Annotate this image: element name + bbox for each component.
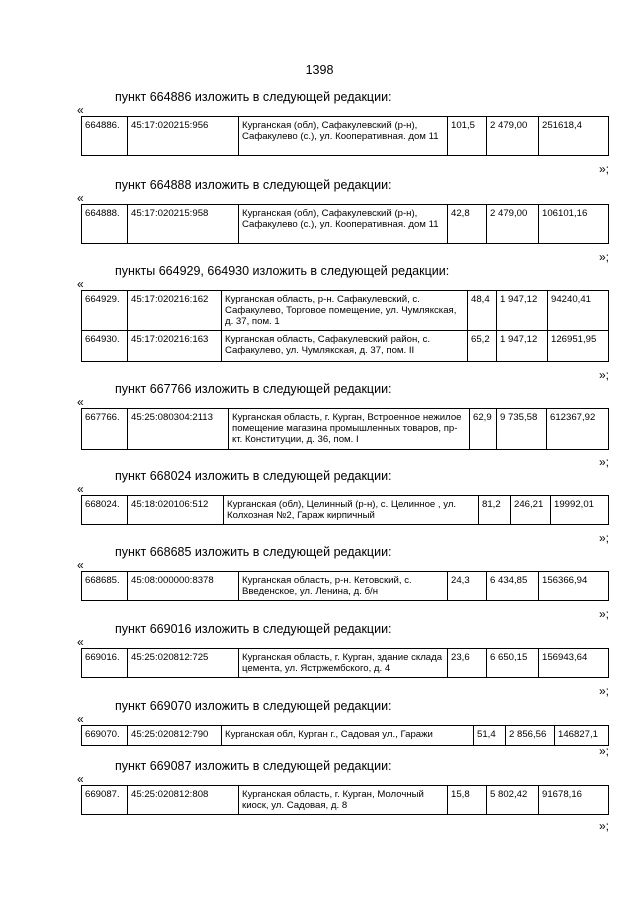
address-cell: Курганская область, р-н. Кетовский, с. Введенское, ул. Ленина, д. б/н bbox=[239, 572, 448, 601]
close-quote: »; bbox=[598, 250, 609, 264]
entry-table bbox=[81, 116, 609, 156]
close-quote: »; bbox=[598, 455, 609, 469]
address-cell: Курганская (обл), Целинный (р-н), с. Целинное , ул. Колхозная №2, Гараж кирпичный bbox=[224, 496, 479, 525]
entry-table bbox=[81, 785, 609, 815]
open-quote: « bbox=[77, 191, 84, 205]
entry-number-cell: 667766. bbox=[82, 409, 128, 450]
table-row bbox=[82, 572, 609, 601]
unit-price-cell: 6 650,15 bbox=[487, 649, 539, 678]
entry-number-cell: 664886. bbox=[82, 117, 128, 156]
area-cell: 48,4 bbox=[468, 291, 497, 331]
amendment-heading: пункт 669070 изложить в следующей редакции: bbox=[115, 699, 392, 713]
address-cell: Курганская область, Сафакулевский район, с. Сафакулево, ул. Чумлякская, д. 37, пом. II bbox=[222, 331, 468, 362]
close-quote: »; bbox=[598, 744, 609, 758]
open-quote: « bbox=[77, 635, 84, 649]
entry-number-cell: 668685. bbox=[82, 572, 128, 601]
table-row bbox=[82, 291, 609, 331]
unit-price-cell: 2 856,56 bbox=[506, 726, 555, 746]
area-cell: 24,3 bbox=[448, 572, 487, 601]
entry-table bbox=[81, 571, 609, 601]
amendment-heading: пункты 664929, 664930 изложить в следующей редакции: bbox=[115, 264, 450, 278]
cadastral-number-cell: 45:17:020216:162 bbox=[128, 291, 222, 331]
close-quote: »; bbox=[598, 162, 609, 176]
entry-table bbox=[81, 290, 609, 362]
entry-table bbox=[81, 495, 609, 525]
entry-number-cell: 669087. bbox=[82, 786, 128, 815]
page-number: 1398 bbox=[305, 63, 334, 77]
cadastral-value-cell: 126951,95 bbox=[548, 331, 609, 362]
area-cell: 62,9 bbox=[470, 409, 497, 450]
amendment-heading: пункт 669087 изложить в следующей редакции: bbox=[115, 759, 392, 773]
address-cell: Курганская область, г. Курган, здание склада цемента, ул. Ястржембского, д. 4 bbox=[239, 649, 448, 678]
amendment-heading: пункт 664886 изложить в следующей редакции: bbox=[115, 90, 392, 104]
area-cell: 101,5 bbox=[448, 117, 487, 156]
unit-price-cell: 246,21 bbox=[511, 496, 551, 525]
open-quote: « bbox=[77, 712, 84, 726]
amendment-heading: пункт 664888 изложить в следующей редакции: bbox=[115, 178, 392, 192]
area-cell: 42,8 bbox=[448, 205, 487, 244]
area-cell: 51,4 bbox=[474, 726, 506, 746]
unit-price-cell: 5 802,42 bbox=[487, 786, 539, 815]
table-row bbox=[82, 117, 609, 156]
cadastral-value-cell: 146827,1 bbox=[555, 726, 609, 746]
cadastral-number-cell: 45:18:020106:512 bbox=[128, 496, 224, 525]
address-cell: Курганская область, г. Курган, Молочный киоск, ул. Садовая, д. 8 bbox=[239, 786, 448, 815]
address-cell: Курганская область, г. Курган, Встроенное нежилое помещение магазина промышленных товаров, пр-кт. Конституции, д. 36, пом. I bbox=[229, 409, 470, 450]
cadastral-value-cell: 91678,16 bbox=[539, 786, 609, 815]
open-quote: « bbox=[77, 277, 84, 291]
entry-number-cell: 668024. bbox=[82, 496, 128, 525]
open-quote: « bbox=[77, 558, 84, 572]
cadastral-value-cell: 251618,4 bbox=[539, 117, 609, 156]
cadastral-value-cell: 612367,92 bbox=[547, 409, 609, 450]
close-quote: »; bbox=[598, 819, 609, 833]
unit-price-cell: 2 479,00 bbox=[487, 205, 539, 244]
cadastral-value-cell: 156943,64 bbox=[539, 649, 609, 678]
close-quote: »; bbox=[598, 368, 609, 382]
table-row bbox=[82, 409, 609, 450]
open-quote: « bbox=[77, 482, 84, 496]
cadastral-value-cell: 94240,41 bbox=[548, 291, 609, 331]
entry-table bbox=[81, 408, 609, 450]
cadastral-number-cell: 45:25:020812:808 bbox=[128, 786, 239, 815]
entry-table bbox=[81, 648, 609, 678]
area-cell: 65,2 bbox=[468, 331, 497, 362]
cadastral-number-cell: 45:25:080304:2113 bbox=[128, 409, 229, 450]
address-cell: Курганская (обл), Сафакулевский (р-н), Сафакулево (с.), ул. Кооперативная. дом 11 bbox=[239, 117, 448, 156]
table-row bbox=[82, 786, 609, 815]
amendment-heading: пункт 668024 изложить в следующей редакции: bbox=[115, 469, 392, 483]
close-quote: »; bbox=[598, 684, 609, 698]
entry-number-cell: 664888. bbox=[82, 205, 128, 244]
cadastral-number-cell: 45:08:000000:8378 bbox=[128, 572, 239, 601]
amendment-heading: пункт 669016 изложить в следующей редакции: bbox=[115, 622, 392, 636]
unit-price-cell: 1 947,12 bbox=[497, 291, 548, 331]
unit-price-cell: 2 479,00 bbox=[487, 117, 539, 156]
address-cell: Курганская обл, Курган г., Садовая ул., Гаражи bbox=[222, 726, 474, 746]
cadastral-number-cell: 45:25:020812:790 bbox=[128, 726, 222, 746]
table-row bbox=[82, 726, 609, 746]
unit-price-cell: 1 947,12 bbox=[497, 331, 548, 362]
area-cell: 81,2 bbox=[479, 496, 511, 525]
entry-number-cell: 669070. bbox=[82, 726, 128, 746]
cadastral-number-cell: 45:17:020215:956 bbox=[128, 117, 239, 156]
address-cell: Курганская область, р-н. Сафакулевский, с. Сафакулево, Торговое помещение, ул. Чумлякская, д. 37, пом. 1 bbox=[222, 291, 468, 331]
table-row bbox=[82, 649, 609, 678]
entry-table bbox=[81, 725, 609, 746]
entry-table bbox=[81, 204, 609, 244]
cadastral-number-cell: 45:25:020812:725 bbox=[128, 649, 239, 678]
open-quote: « bbox=[77, 103, 84, 117]
area-cell: 23,6 bbox=[448, 649, 487, 678]
address-cell: Курганская (обл), Сафакулевский (р-н), Сафакулево (с.), ул. Кооперативная. дом 11 bbox=[239, 205, 448, 244]
unit-price-cell: 9 735,58 bbox=[497, 409, 547, 450]
cadastral-number-cell: 45:17:020215:958 bbox=[128, 205, 239, 244]
amendment-heading: пункт 667766 изложить в следующей редакции: bbox=[115, 382, 392, 396]
unit-price-cell: 6 434,85 bbox=[487, 572, 539, 601]
open-quote: « bbox=[77, 772, 84, 786]
table-row bbox=[82, 331, 609, 362]
cadastral-value-cell: 19992,01 bbox=[551, 496, 609, 525]
entry-number-cell: 669016. bbox=[82, 649, 128, 678]
entry-number-cell: 664929. bbox=[82, 291, 128, 331]
cadastral-value-cell: 106101,16 bbox=[539, 205, 609, 244]
entry-number-cell: 664930. bbox=[82, 331, 128, 362]
table-row bbox=[82, 205, 609, 244]
cadastral-value-cell: 156366,94 bbox=[539, 572, 609, 601]
area-cell: 15,8 bbox=[448, 786, 487, 815]
close-quote: »; bbox=[598, 607, 609, 621]
cadastral-number-cell: 45:17:020216:163 bbox=[128, 331, 222, 362]
table-row bbox=[82, 496, 609, 525]
amendment-heading: пункт 668685 изложить в следующей редакции: bbox=[115, 545, 392, 559]
close-quote: »; bbox=[598, 531, 609, 545]
open-quote: « bbox=[77, 395, 84, 409]
